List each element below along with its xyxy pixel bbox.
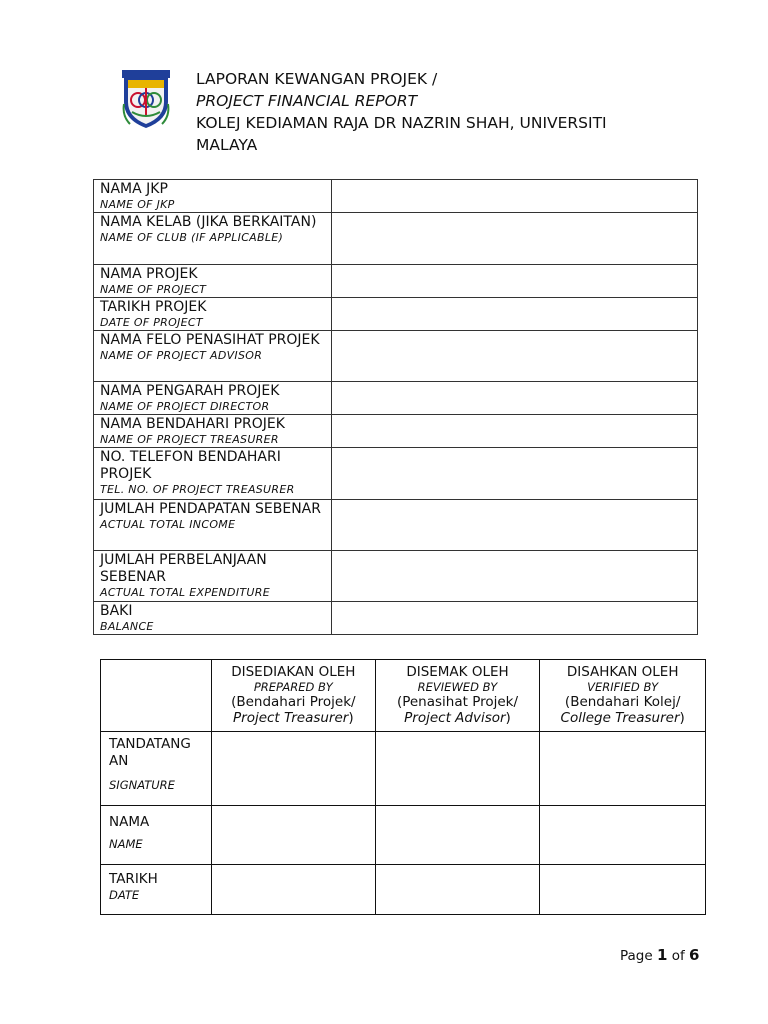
treasurer-name-field[interactable] [332, 415, 698, 448]
college-crest-logo [120, 68, 172, 132]
table-row [94, 265, 698, 298]
field-label: NO. TELEFON BENDAHARI PROJEK TEL. NO. OF PROJECT TREASURER [94, 448, 332, 500]
reviewed-by-header: DISEMAK OLEH REVIEWED BY (Penasihat Projek/ Project Advisor) [375, 660, 540, 732]
table-row [94, 298, 698, 331]
verified-by-header: DISAHKAN OLEH VERIFIED BY (Bendahari Kolej/ College Treasurer) [540, 660, 706, 732]
field-label: TARIKH PROJEK DATE OF PROJECT [94, 298, 332, 331]
signature-reviewed-cell[interactable] [375, 732, 540, 806]
table-row [94, 448, 698, 500]
college-name-cont: MALAYA [196, 136, 258, 154]
treasurer-phone-field[interactable] [332, 448, 698, 500]
report-title [196, 68, 716, 156]
table-row [94, 602, 698, 635]
date-reviewed-cell[interactable] [375, 865, 540, 915]
total-expenditure-field[interactable] [332, 551, 698, 602]
table-header-row [101, 660, 706, 732]
field-label: NAMA PROJEK NAME OF PROJECT [94, 265, 332, 298]
table-row [94, 382, 698, 415]
field-label: NAMA KELAB (JIKA BERKAITAN) NAME OF CLUB (IF APPLICABLE) [94, 213, 332, 265]
row-label-date: TARIKH DATE [101, 865, 212, 915]
table-row [101, 865, 706, 915]
field-label: NAMA BENDAHARI PROJEK NAME OF PROJECT TREASURER [94, 415, 332, 448]
director-name-field[interactable] [332, 382, 698, 415]
table-row [94, 180, 698, 213]
table-row [94, 415, 698, 448]
table-row [94, 331, 698, 382]
field-label: NAMA JKP NAME OF JKP [94, 180, 332, 213]
table-row [94, 551, 698, 602]
table-row [101, 806, 706, 865]
club-name-field[interactable] [332, 213, 698, 265]
project-info-table [93, 179, 698, 635]
table-row [94, 500, 698, 551]
field-label: JUMLAH PERBELANJAAN SEBENAR ACTUAL TOTAL EXPENDITURE [94, 551, 332, 602]
name-verified-cell[interactable] [540, 806, 706, 865]
signature-prepared-cell[interactable] [211, 732, 375, 806]
field-label: BAKI BALANCE [94, 602, 332, 635]
title-english: PROJECT FINANCIAL REPORT [196, 92, 418, 110]
date-verified-cell[interactable] [540, 865, 706, 915]
table-row [94, 213, 698, 265]
page-number: Page 1 of 6 [620, 946, 700, 964]
advisor-name-field[interactable] [332, 331, 698, 382]
row-label-signature: TANDATANG AN SIGNATURE [101, 732, 212, 806]
field-label: JUMLAH PENDAPATAN SEBENAR ACTUAL TOTAL INCOME [94, 500, 332, 551]
field-label: NAMA FELO PENASIHAT PROJEK NAME OF PROJECT ADVISOR [94, 331, 332, 382]
name-prepared-cell[interactable] [211, 806, 375, 865]
name-reviewed-cell[interactable] [375, 806, 540, 865]
college-name: KOLEJ KEDIAMAN RAJA DR NAZRIN SHAH, UNIVERSITI [196, 114, 607, 132]
project-name-field[interactable] [332, 265, 698, 298]
row-label-name: NAMA NAME [101, 806, 212, 865]
title-malay: LAPORAN KEWANGAN PROJEK / [196, 70, 438, 88]
date-prepared-cell[interactable] [211, 865, 375, 915]
signature-verified-cell[interactable] [540, 732, 706, 806]
project-date-field[interactable] [332, 298, 698, 331]
balance-field[interactable] [332, 602, 698, 635]
total-income-field[interactable] [332, 500, 698, 551]
prepared-by-header: DISEDIAKAN OLEH PREPARED BY (Bendahari Projek/ Project Treasurer) [211, 660, 375, 732]
signature-table [100, 659, 706, 915]
table-row [101, 732, 706, 806]
corner-cell [101, 660, 212, 732]
jkp-name-field[interactable] [332, 180, 698, 213]
field-label: NAMA PENGARAH PROJEK NAME OF PROJECT DIRECTOR [94, 382, 332, 415]
